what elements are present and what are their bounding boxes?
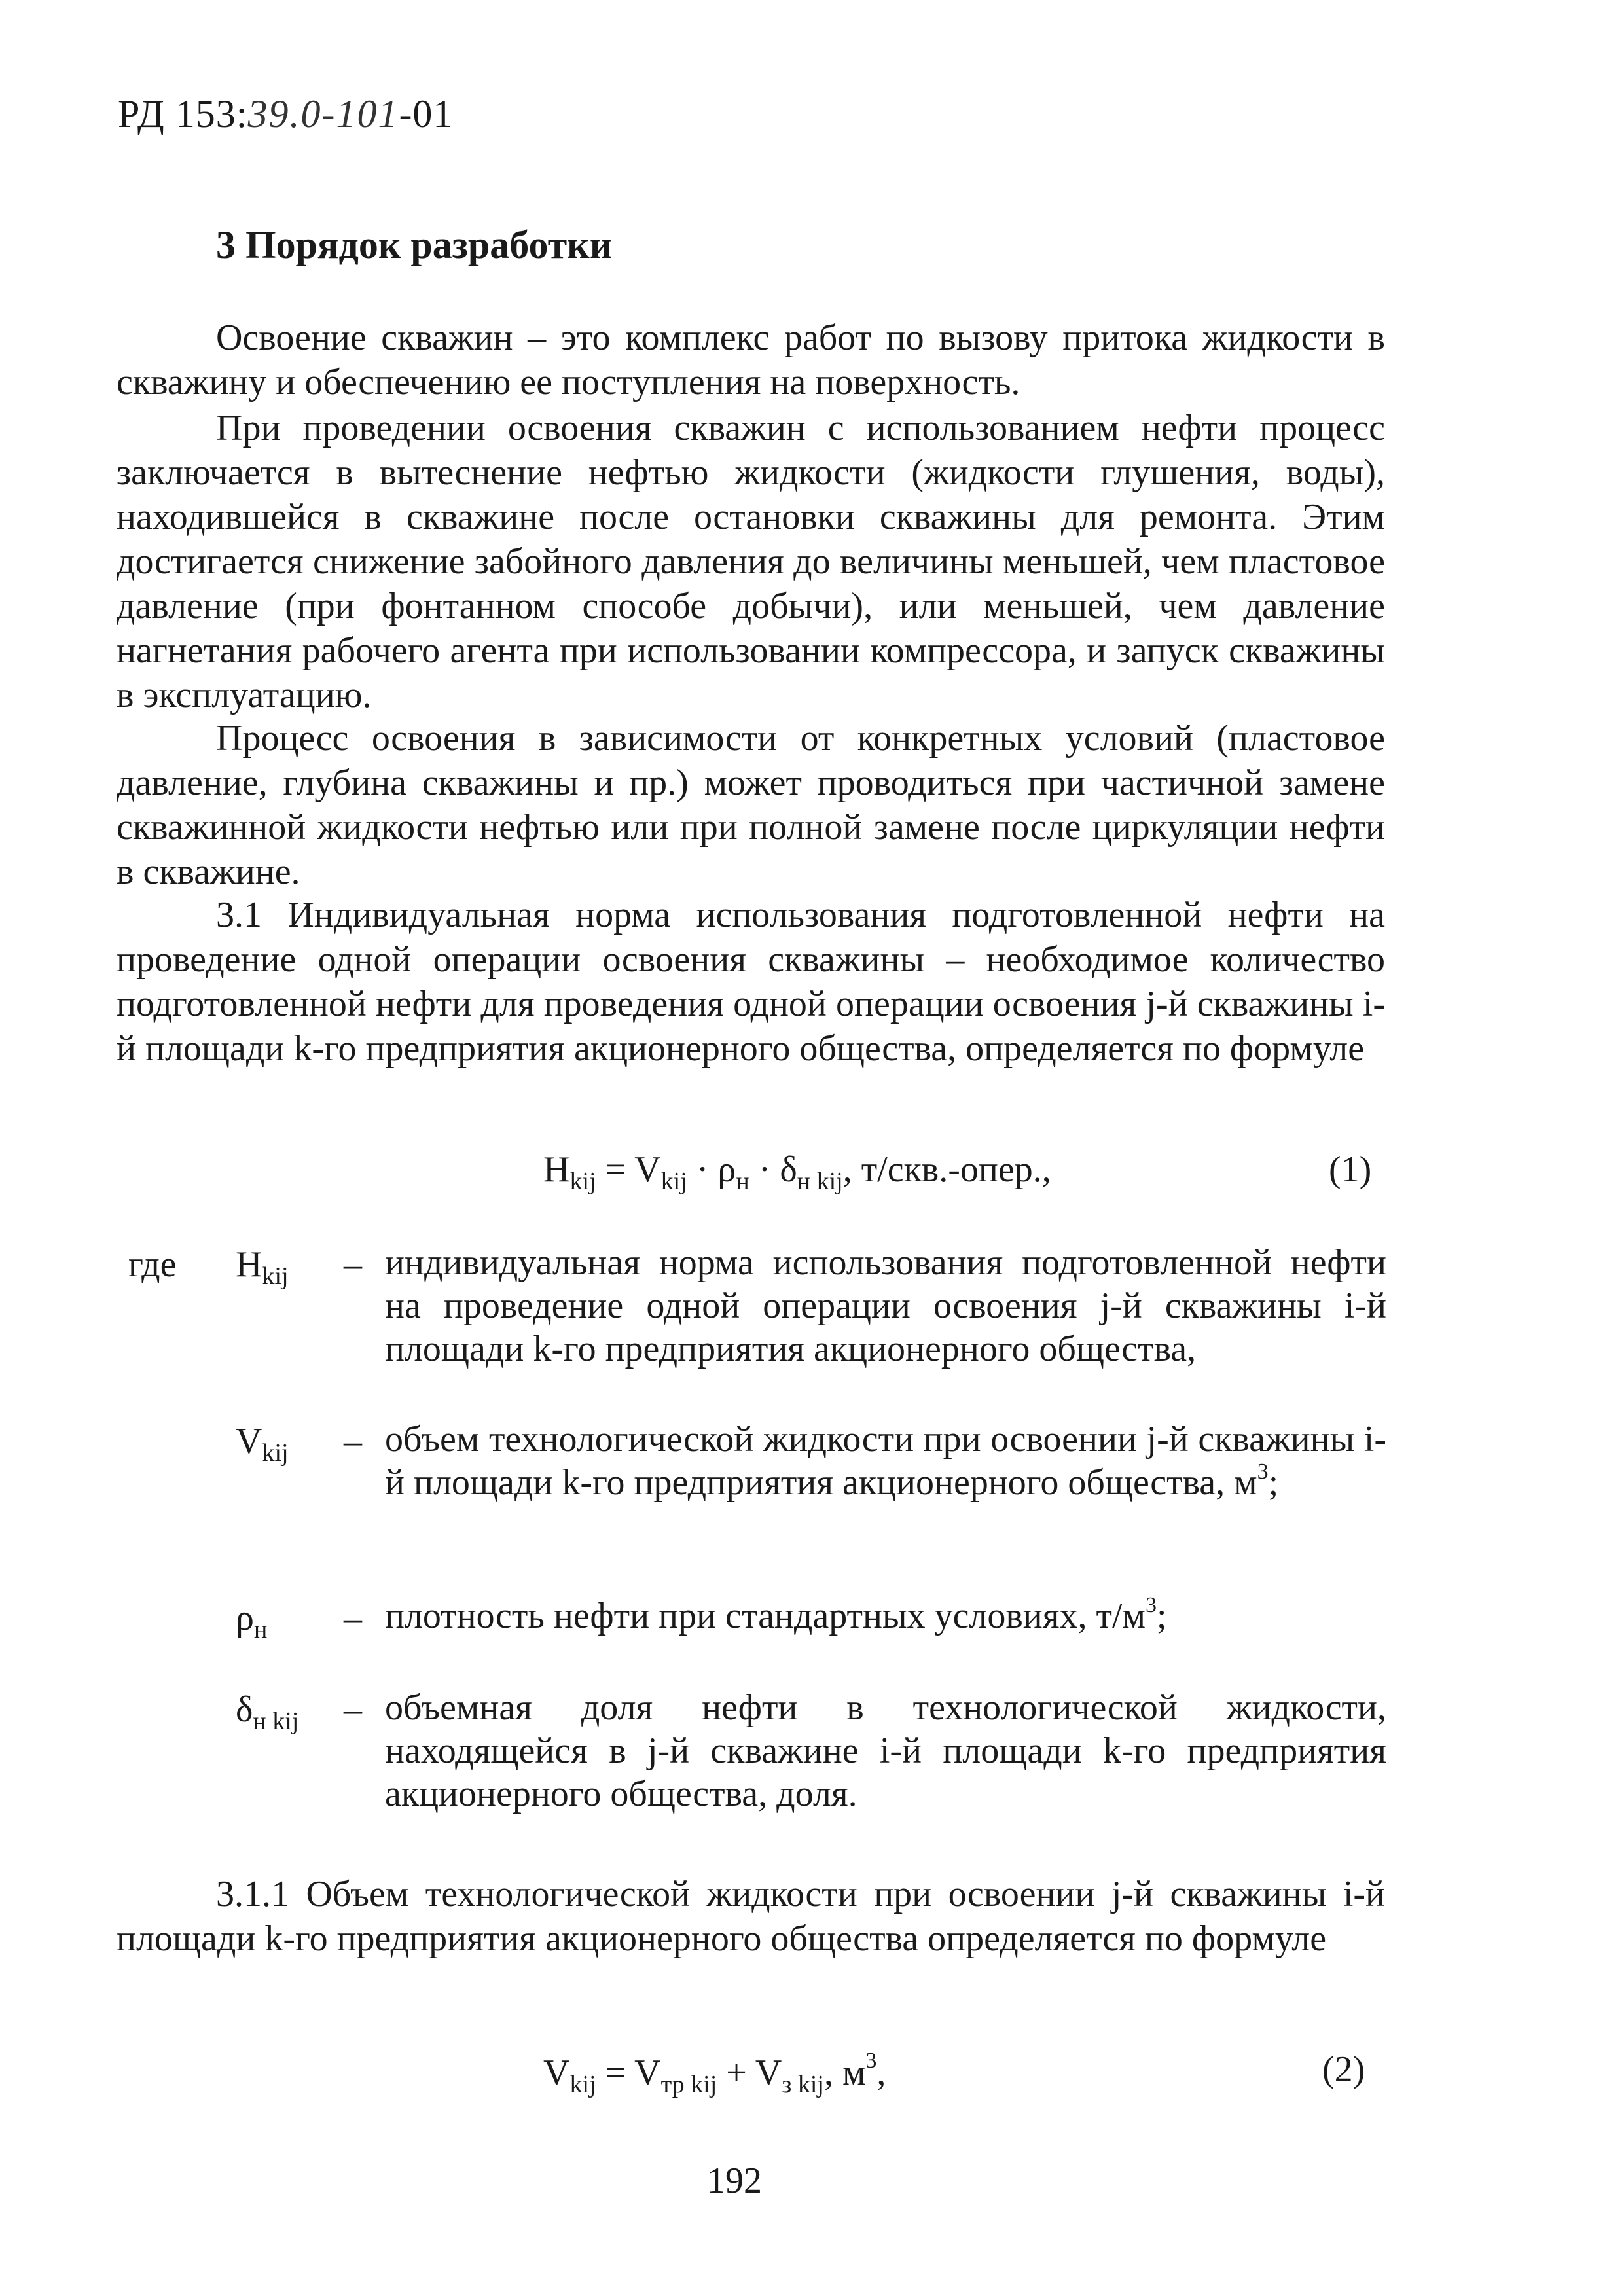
paragraph-1-text: Освоение скважин – это комплекс работ по вызову притока жидкости в скважину и обеспечению ее поступления на поверхность. (117, 317, 1385, 403)
paragraph-5-text: 3.1.1 Объем технологической жидкости при освоении j-й скважины i-й площади k-го предприятия акционерного общества определяется по формуле (117, 1874, 1385, 1959)
formula-1-V-sub: kij (660, 1168, 687, 1195)
formula-1-number: (1) (1329, 1149, 1372, 1190)
definition-symbol-main: H (236, 1244, 262, 1285)
definition-symbol (236, 1689, 298, 1736)
definition-symbol-sub: kij (262, 1439, 289, 1467)
paragraph-1 (117, 315, 1385, 404)
formula-1-units: , т/скв.-опер., (842, 1149, 1051, 1190)
definition-dash: – (344, 1244, 362, 1285)
formula-2-V-sub: kij (569, 2071, 596, 2098)
definition-dash: – (344, 1689, 362, 1730)
formula-2-Vtp-sub: тр kij (660, 2071, 717, 2098)
paragraph-3 (117, 716, 1385, 894)
formula-2-plus: + (717, 2053, 755, 2093)
formula-1-V: V (634, 1149, 661, 1190)
definition-text-body: плотность нефти при стандартных условиях, т/м (385, 1596, 1146, 1636)
definition-text-body: объем технологической жидкости при освоении j-й скважины i-й площади k-го предприятия акционерного общества, м (385, 1419, 1386, 1503)
definition-text: объемная доля нефти в технологической жидкости, находящейся в j-й скважине i-й площади k-го предприятия акционерного общества, доля. (385, 1687, 1386, 1814)
formula-1-rho: ρ (717, 1149, 736, 1190)
definition-dash: – (344, 1598, 362, 1638)
definition-text: индивидуальная норма использования подготовленной нефти на проведение одной операции освоения j-й скважины i-й площади k-го предприятия акционерного общества, (385, 1242, 1386, 1369)
formula-2-eq: = (596, 2053, 635, 2093)
formula-1-rho-sub: н (736, 1168, 749, 1195)
formula-1-delta: δ (780, 1149, 797, 1190)
definition-symbol-sub: kij (262, 1263, 289, 1290)
definition-symbol-main: ρ (236, 1598, 254, 1638)
formula-1-H: H (543, 1149, 570, 1190)
where-label: где (128, 1244, 177, 1285)
definition-text-tail: ; (1157, 1596, 1167, 1636)
definition-text (385, 1594, 1386, 1638)
formula-2-Vtp: V (634, 2053, 661, 2093)
paragraph-4 (117, 893, 1385, 1071)
definition-text-sup: 3 (1257, 1460, 1269, 1484)
formula-2-units: , м (823, 2053, 866, 2093)
paragraph-2-text: При проведении освоения скважин с использованием нефти процесс заключается в вытеснение нефтью жидкости (жидкости глушения, воды), находившейся в скважине после остановки скважины для ремонта. Этим достигается снижение забойного давления до величины меньшей, чем пластовое давление (при фонтанном способе добычи), или меньшей, чем давление нагнетания рабочего агента при использовании компрессора, и запуск скважины в эксплуатацию. (117, 408, 1385, 715)
formula-2-units-tail: , (876, 2053, 886, 2093)
formula-2-units-sup: 3 (865, 2049, 877, 2073)
paragraph-3-text: Процесс освоения в зависимости от конкретных условий (пластовое давление, глубина скважины и пр.) может проводиться при частичной замене скважинной жидкости нефтью или при полной замене после циркуляции нефти в скважине. (117, 718, 1385, 892)
formula-2 (543, 2049, 886, 2099)
paragraph-5 (117, 1872, 1385, 1961)
definition-text-sup: 3 (1146, 1593, 1157, 1617)
definition-symbol-main: δ (236, 1689, 253, 1730)
page-number: 192 (707, 2161, 762, 2201)
document-code-handwritten: 39.0-101 (247, 92, 399, 135)
formula-1-delta-sub: н kij (797, 1168, 843, 1195)
formula-2-Vz-sub: з kij (782, 2071, 824, 2098)
definition-text (385, 1418, 1386, 1504)
definition-dash: – (344, 1421, 362, 1462)
definition-text-tail: ; (1268, 1462, 1279, 1503)
section-title: 3 Порядок разработки (216, 223, 613, 266)
definition-symbol-sub: н (253, 1616, 268, 1643)
definition-symbol (236, 1597, 267, 1644)
formula-1-dot: · (687, 1149, 718, 1190)
formula-1-dot: · (749, 1149, 780, 1190)
paragraph-2 (117, 406, 1385, 717)
definition-symbol (236, 1244, 289, 1291)
document-code (118, 92, 453, 137)
document-code-suffix: -01 (399, 92, 454, 135)
formula-1 (543, 1149, 1051, 1196)
definition-symbol (236, 1420, 289, 1467)
formula-2-Vz: V (755, 2053, 782, 2093)
formula-2-V: V (543, 2053, 570, 2093)
definition-symbol-main: V (236, 1421, 262, 1462)
document-code-prefix: РД 153: (118, 92, 248, 135)
formula-1-eq: = (596, 1149, 635, 1190)
formula-2-number: (2) (1322, 2049, 1365, 2090)
formula-1-H-sub: kij (569, 1168, 596, 1195)
paragraph-4-text: 3.1 Индивидуальная норма использования подготовленной нефти на проведение одной операции освоения скважины – необходимое количество подготовленной нефти для проведения одной операции освоения j-й скважины i-й площади k-го предприятия акционерного общества, определяется по формуле (117, 895, 1385, 1069)
definition-symbol-sub: н kij (253, 1708, 299, 1735)
